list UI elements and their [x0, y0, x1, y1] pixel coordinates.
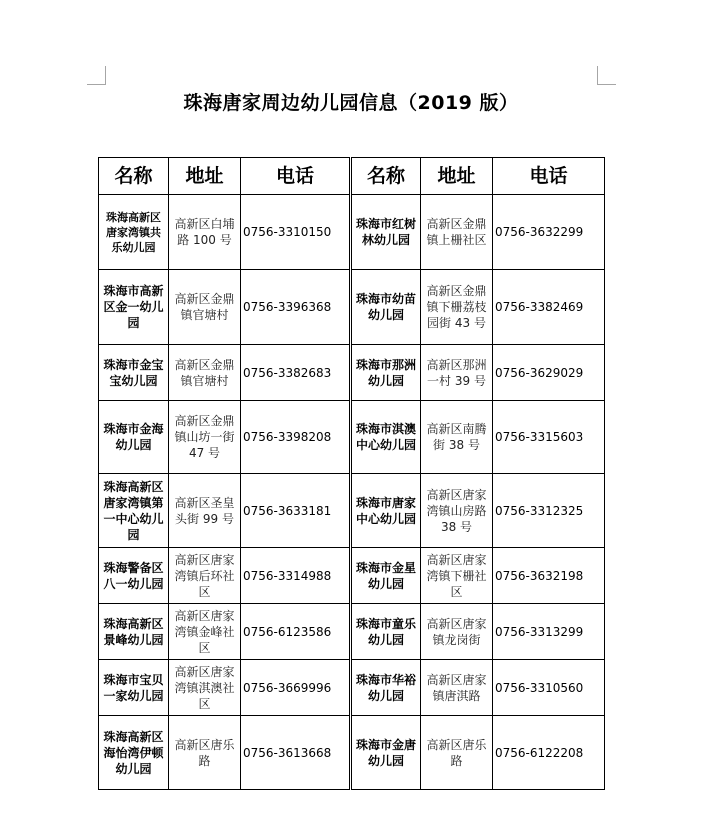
kindergarten-phone: 0756-3632299: [493, 195, 605, 270]
table-row: [99, 401, 605, 474]
kindergarten-address: 高新区金鼎镇山坊一街 47 号: [169, 401, 241, 474]
kindergarten-address: 高新区唐家湾镇山房路 38 号: [421, 474, 493, 548]
kindergarten-phone: 0756-6123586: [241, 604, 351, 660]
kindergarten-name: 珠海市金宝宝幼儿园: [99, 345, 169, 401]
kindergarten-name: 珠海市华裕幼儿园: [351, 660, 421, 716]
kindergarten-phone: 0756-3629029: [493, 345, 605, 401]
kindergarten-name: 珠海高新区唐家湾镇共乐幼儿园: [99, 195, 169, 270]
kindergarten-phone: 0756-3398208: [241, 401, 351, 474]
kindergarten-name: 珠海市金星幼儿园: [351, 548, 421, 604]
kindergarten-address: 高新区金鼎镇官塘村: [169, 345, 241, 401]
table-row: [99, 716, 605, 790]
kindergarten-name: 珠海高新区唐家湾镇第一中心幼儿园: [99, 474, 169, 548]
kindergarten-address: 高新区唐家镇唐淇路: [421, 660, 493, 716]
kindergarten-address: 高新区唐家湾镇后环社区: [169, 548, 241, 604]
table-row: [99, 604, 605, 660]
kindergarten-name: 珠海市金海幼儿园: [99, 401, 169, 474]
header-phone: 电话: [493, 158, 605, 195]
kindergarten-phone: 0756-3310560: [493, 660, 605, 716]
table-row: [99, 474, 605, 548]
kindergarten-address: 高新区唐乐路: [421, 716, 493, 790]
kindergarten-address: 高新区圣皇头街 99 号: [169, 474, 241, 548]
kindergarten-name: 珠海市红树林幼儿园: [351, 195, 421, 270]
table-header-row: [99, 158, 605, 195]
kindergarten-address: 高新区唐家湾镇淇澳社区: [169, 660, 241, 716]
header-address: 地址: [169, 158, 241, 195]
kindergarten-address: 高新区唐乐路: [169, 716, 241, 790]
header-name: 名称: [99, 158, 169, 195]
kindergarten-phone: 0756-3315603: [493, 401, 605, 474]
page-corner-mark-left: [87, 66, 106, 85]
kindergarten-phone: 0756-3633181: [241, 474, 351, 548]
kindergarten-phone: 0756-3382469: [493, 270, 605, 345]
kindergarten-address: 高新区唐家镇龙岗街: [421, 604, 493, 660]
kindergarten-address: 高新区白埔路 100 号: [169, 195, 241, 270]
kindergarten-name: 珠海警备区八一幼儿园: [99, 548, 169, 604]
table-row: [99, 195, 605, 270]
kindergarten-phone: 0756-3613668: [241, 716, 351, 790]
kindergarten-phone: 0756-3313299: [493, 604, 605, 660]
kindergarten-address: 高新区金鼎镇下栅荔枝园街 43 号: [421, 270, 493, 345]
document-title: 珠海唐家周边幼儿园信息（2019 版）: [183, 92, 519, 114]
kindergarten-name: 珠海高新区海怡湾伊顿幼儿园: [99, 716, 169, 790]
kindergarten-phone: 0756-3314988: [241, 548, 351, 604]
kindergarten-name: 珠海市高新区金一幼儿园: [99, 270, 169, 345]
table-row: [99, 345, 605, 401]
kindergarten-phone: 0756-3312325: [493, 474, 605, 548]
kindergarten-phone: 0756-3310150: [241, 195, 351, 270]
kindergarten-phone: 0756-3382683: [241, 345, 351, 401]
header-name: 名称: [351, 158, 421, 195]
kindergarten-address: 高新区金鼎镇官塘村: [169, 270, 241, 345]
table-row: [99, 660, 605, 716]
kindergarten-name: 珠海市宝贝一家幼儿园: [99, 660, 169, 716]
kindergarten-name: 珠海市金唐幼儿园: [351, 716, 421, 790]
header-phone: 电话: [241, 158, 351, 195]
kindergarten-name: 珠海市那洲幼儿园: [351, 345, 421, 401]
kindergarten-address: 高新区那洲一村 39 号: [421, 345, 493, 401]
kindergarten-name: 珠海市唐家中心幼儿园: [351, 474, 421, 548]
kindergarten-name: 珠海高新区景峰幼儿园: [99, 604, 169, 660]
kindergarten-phone: 0756-3396368: [241, 270, 351, 345]
kindergarten-address: 高新区南腾街 38 号: [421, 401, 493, 474]
table-row: [99, 548, 605, 604]
kindergarten-name: 珠海市童乐幼儿园: [351, 604, 421, 660]
kindergarten-phone: 0756-3669996: [241, 660, 351, 716]
kindergarten-address: 高新区唐家湾镇下栅社区: [421, 548, 493, 604]
header-address: 地址: [421, 158, 493, 195]
kindergarten-phone: 0756-6122208: [493, 716, 605, 790]
table-row: [99, 270, 605, 345]
kindergarten-address: 高新区金鼎镇上栅社区: [421, 195, 493, 270]
kindergarten-phone: 0756-3632198: [493, 548, 605, 604]
kindergarten-table: [98, 157, 605, 790]
kindergarten-address: 高新区唐家湾镇金峰社区: [169, 604, 241, 660]
kindergarten-name: 珠海市幼苗幼儿园: [351, 270, 421, 345]
page-corner-mark-right: [597, 66, 616, 85]
kindergarten-name: 珠海市淇澳中心幼儿园: [351, 401, 421, 474]
